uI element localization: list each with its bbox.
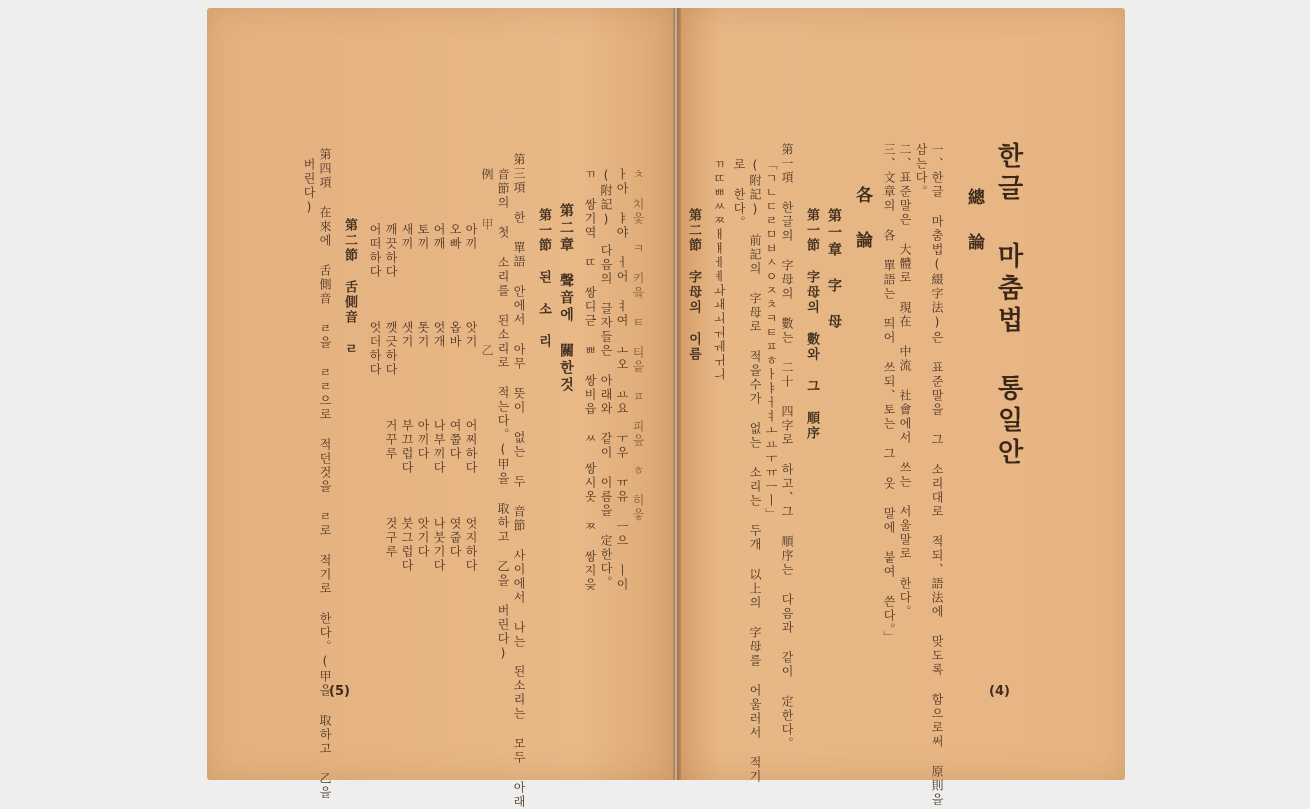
rule-1-continuation: 삼는다。	[914, 143, 928, 199]
rule-1-text: 一、한글 마춤법(綴字法)은 표준말을 그 소리대로 적되、語法에 맞도록 함으로써 原則을	[930, 143, 944, 807]
example-row: 어깨 엇개 나부끼다 나붓기다	[432, 223, 446, 573]
vowel-names: ㅏ아 ㅑ야 ㅓ어 ㅕ여 ㅗ오 ㅛ요 ㅜ우 ㅠ유 ㅡ으 ㅣ이	[615, 168, 629, 592]
consonant-names: ㅊ 치읓 ㅋ 키읔 ㅌ 티읕 ㅍ 피읖 ㅎ 히읗	[631, 168, 645, 522]
article-3-continuation: 音節의 첫 소리를 된소리로 적는다。(甲을 取하고 乙을 버린다)	[496, 168, 510, 662]
article-3-text: 第三項 한 單語 안에서 아무 뜻이 없는 두 音節 사이에서 나는 된소리는 모두 아래	[512, 153, 526, 809]
left-page-number: (5)	[329, 684, 350, 699]
chapter-1-section-2-heading: 第二節 字母의 이름	[686, 208, 701, 362]
double-letters: ㄲㄸㅃㅆㅉㅐㅒㅔㅖㅘㅙㅚㅝㅞㅟㅢ	[712, 158, 726, 382]
example-label: 例	[480, 168, 494, 182]
note-2-text: (附記) 다음의 글자들은 아래와 같이 이름을 定한다。	[599, 168, 613, 590]
example-row: 깨끗하다 깻긋하다 거꾸루 것구루	[384, 223, 398, 559]
article-4-text: 第四項 在來에 舌側音 ㄹ을 ㄹㄹ으로 적던것을 ㄹ로 적기로 한다。(甲을 取하고 乙을	[318, 148, 332, 800]
rule-3-text: 三、文章의 各 單語는 띄어 쓰되、토는 그 웃 말에 붙여 쓴다。」	[882, 143, 896, 645]
example-row: 아끼 앗기 어찌하다 엇지하다	[464, 223, 478, 573]
chapter-1-heading: 第一章 字 母	[826, 208, 842, 331]
open-book	[207, 8, 1125, 809]
example-row: 새끼 샛기 부끄럽다 붓그럽다	[400, 223, 414, 573]
chapter-2-section-1-heading: 第一節 된 소 리	[536, 208, 551, 349]
note-1-continuation: 로 한다。	[732, 158, 746, 230]
chapter-1-section-1-heading: 第一節 字母의 數와 그 順序	[804, 208, 819, 441]
book-gutter	[673, 8, 681, 780]
note-1-text: (附記) 前記의 字母로 적을수가 없는 소리는 두개 以上의 字母를 어울러서 적기	[748, 158, 762, 784]
chapter-2-heading: 第二章 聲音에 關한것	[558, 203, 574, 394]
section-each-heading: 各 論	[852, 186, 872, 252]
article-1-letters: 「ㄱㄴㄷㄹㅁㅂㅅㅇㅈㅊㅋㅌㅍㅎㅏㅑㅓㅕㅗㅛㅜㅠㅡㅣ」	[764, 158, 778, 522]
example-row: 토끼 톳기 아끼다 앗기다	[416, 223, 430, 559]
chapter-2-section-2-heading: 第二節 舌側音 ㄹ	[342, 218, 357, 357]
article-4-continuation: 버린다)	[302, 158, 316, 216]
note-2-names: ㄲ 쌍기역 ㄸ 쌍디귿 ㅃ 쌍비읍 ㅆ 쌍시옷 ㅉ 쌍지읒	[583, 168, 597, 592]
example-columns-header: 甲 乙	[480, 218, 494, 358]
example-row: 어떠하다 엇더하다	[368, 223, 382, 377]
article-1-text: 第一項 한글의 字母의 數는 二十 四字로 하고、그 順序는 다음과 같이 定한다。	[780, 143, 794, 751]
rule-2-text: 二、표준말은 大體로 現在 中流 社會에서 쓰는 서울말로 한다。	[898, 143, 912, 619]
document-title: 한글 마춤법 통일안	[993, 142, 1023, 470]
right-page-number: (4)	[989, 684, 1010, 699]
section-general-heading: 總 論	[964, 188, 984, 254]
example-row: 오빠 옵바 여쭙다 엿줍다	[448, 223, 462, 559]
